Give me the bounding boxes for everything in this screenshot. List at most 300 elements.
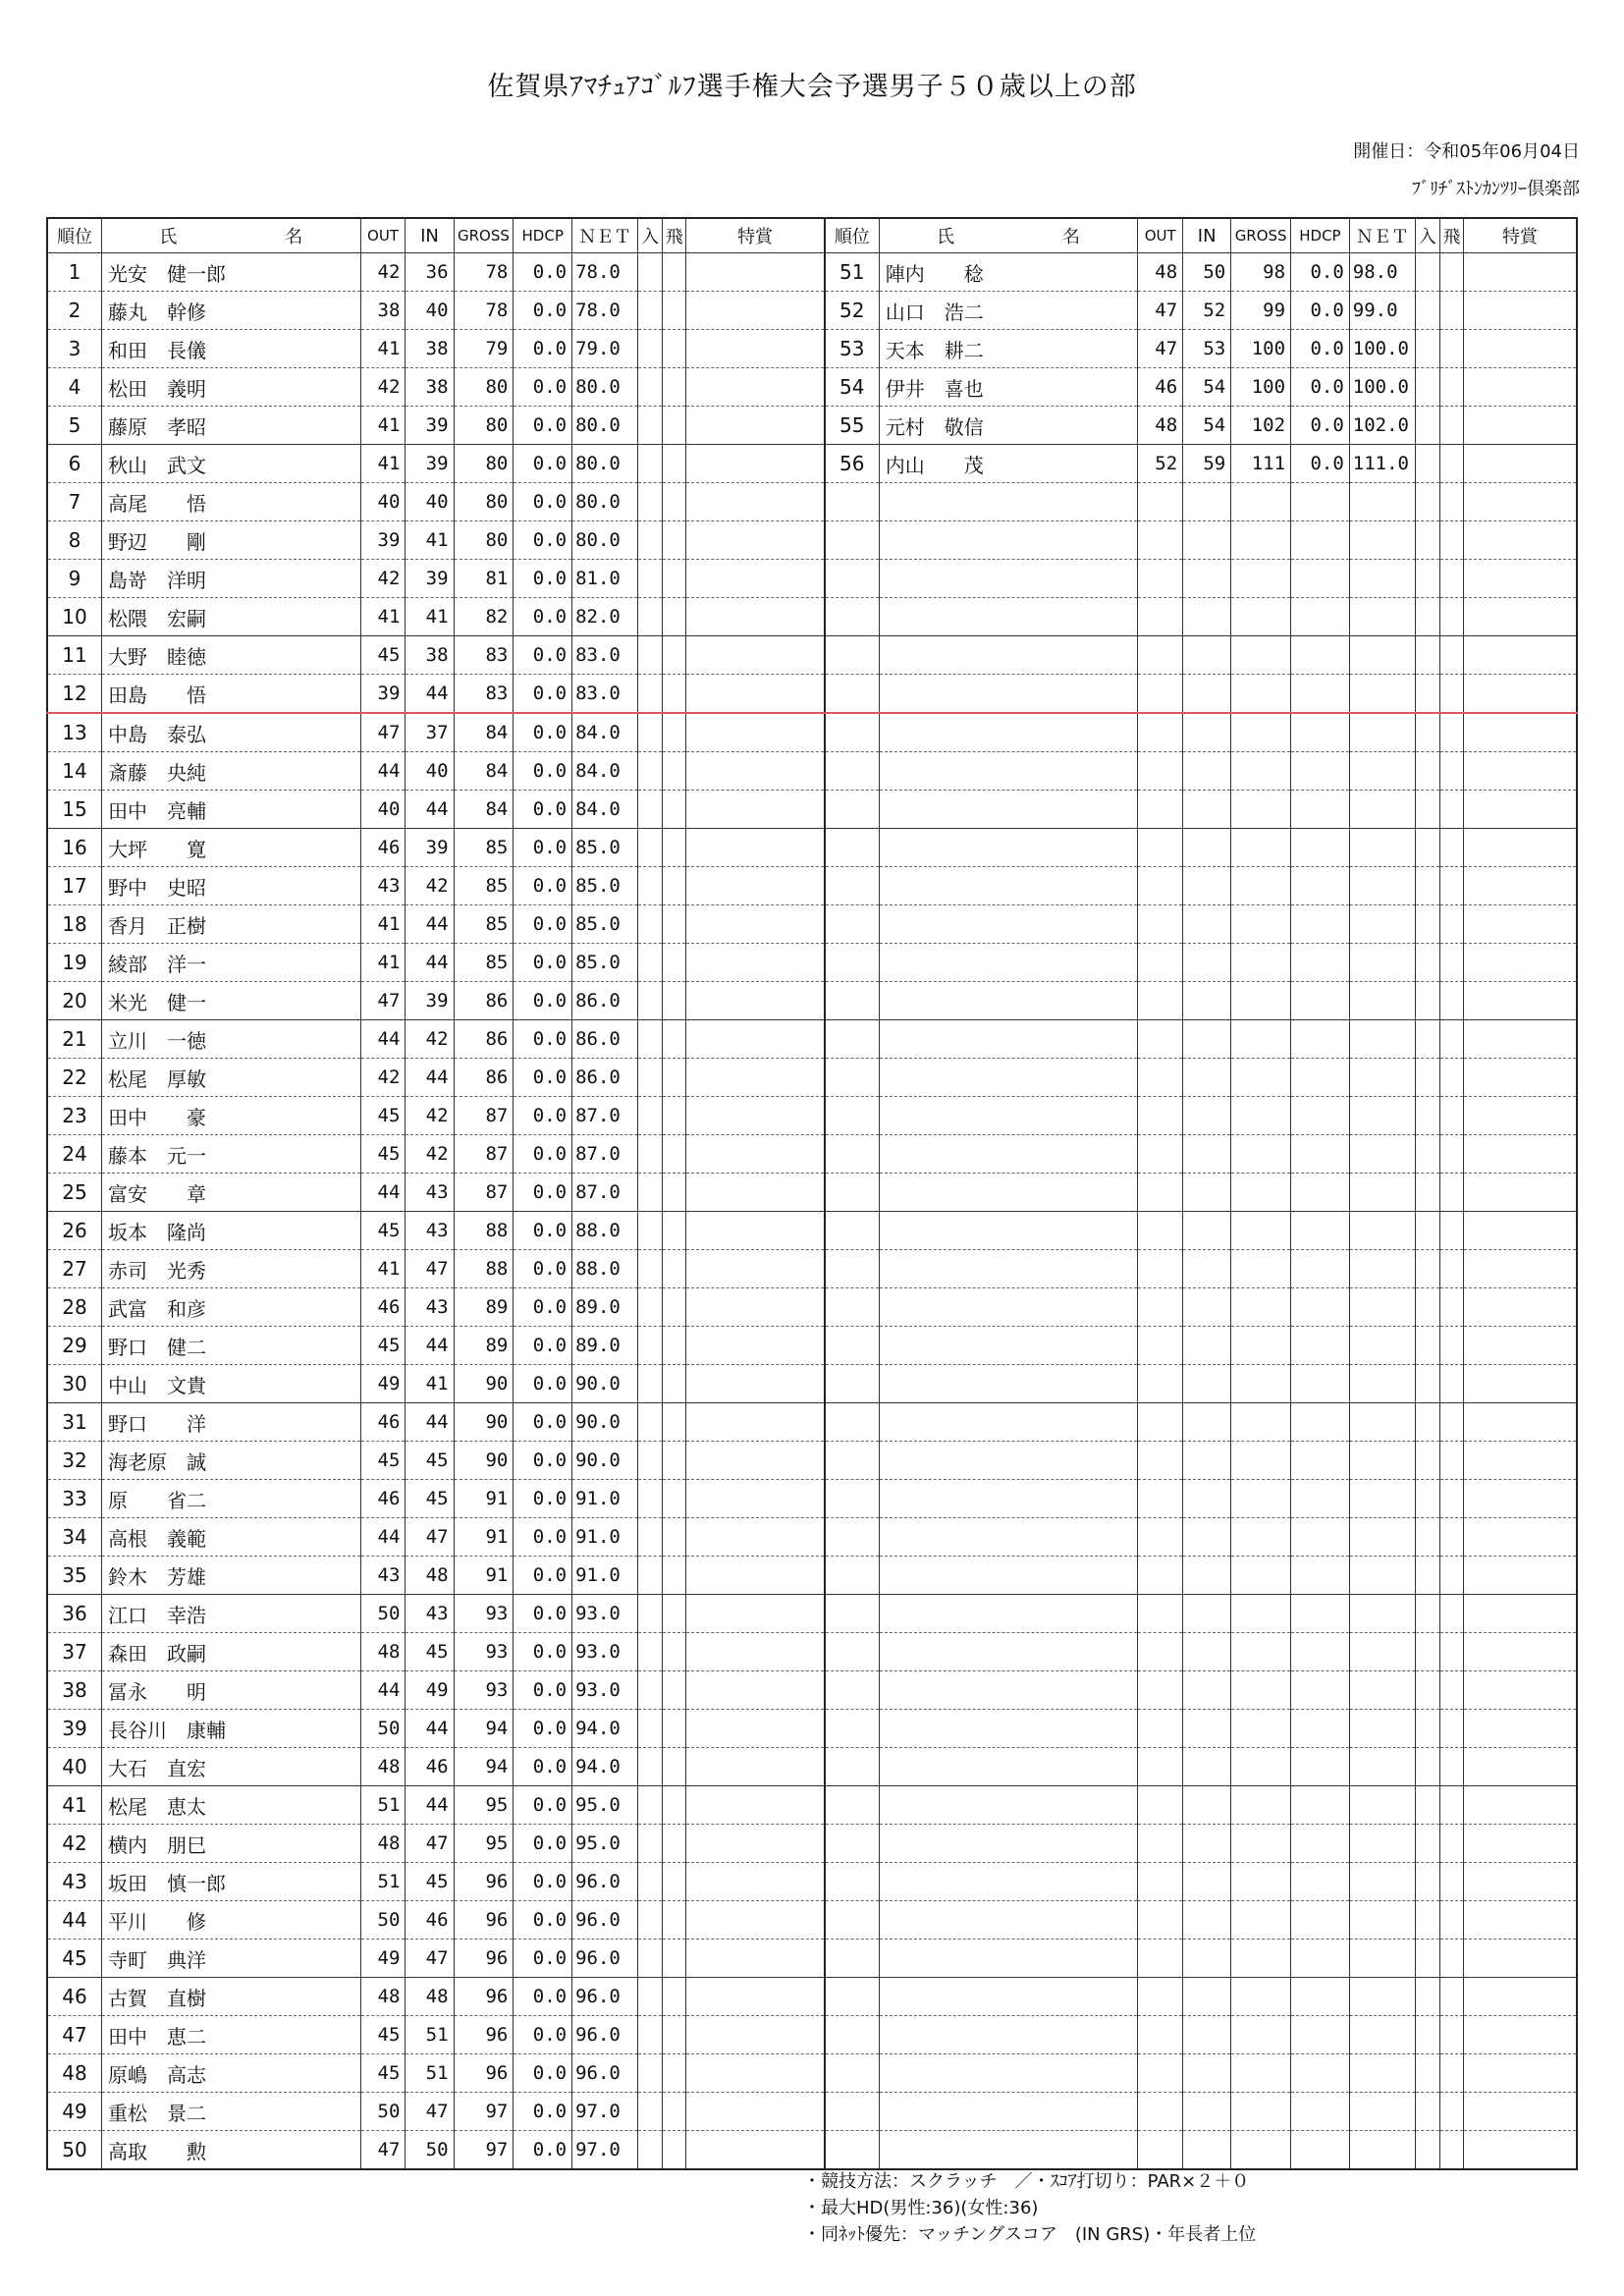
cell-hdcp: 0.0: [514, 1940, 572, 1978]
cell-gross: 91: [454, 1557, 514, 1595]
cell-hdcp: [1291, 713, 1350, 752]
cell-hdcp: [1291, 675, 1350, 714]
cell-gross: [1231, 1825, 1291, 1863]
cell-out: 48: [360, 1748, 406, 1786]
cell-prize: [1464, 445, 1577, 483]
cell-rank: 29: [47, 1327, 101, 1365]
cell-rank: 4: [47, 368, 101, 407]
cell-in: 44: [406, 1327, 454, 1365]
cell-prize: [1464, 1557, 1577, 1595]
cell-hdcp: [1291, 1671, 1350, 1710]
cell-prize: [1464, 560, 1577, 598]
cell-out: 45: [360, 1135, 406, 1174]
cell-net: 80.0: [572, 368, 638, 407]
cell-rank: [825, 1212, 879, 1250]
cell-in: [1183, 1710, 1231, 1748]
cell-hi: [662, 2016, 686, 2054]
cell-rank: 26: [47, 1212, 101, 1250]
cell-in: 41: [406, 521, 454, 560]
cell-gross: [1231, 1940, 1291, 1978]
cell-hi: [662, 521, 686, 560]
cell-hi: [1439, 905, 1464, 944]
cell-nyu: [638, 1825, 663, 1863]
cell-in: 44: [406, 1403, 454, 1442]
page-title: 佐賀県ｱﾏﾁｭｱｺﾞﾙﾌ選手権大会予選男子５０歳以上の部: [487, 72, 1137, 102]
cell-gross: [1231, 1059, 1291, 1097]
cell-name: [879, 713, 1138, 752]
cell-hi: [1439, 982, 1464, 1020]
cell-nyu: [1416, 791, 1440, 829]
cell-net: 89.0: [572, 1327, 638, 1365]
cell-hdcp: [1291, 982, 1350, 1020]
cell-net: [1349, 2093, 1415, 2131]
cell-out: [1138, 1403, 1183, 1442]
cell-hi: [662, 1059, 686, 1097]
cell-net: 97.0: [572, 2093, 638, 2131]
cell-name: [879, 445, 1138, 483]
table-row: [47, 2054, 1577, 2093]
player-name: 野中 史昭: [107, 875, 206, 900]
cell-nyu: [638, 713, 663, 752]
cell-hdcp: [1291, 1557, 1350, 1595]
cell-name: [879, 1327, 1138, 1365]
cell-rank: [825, 598, 879, 636]
cell-out: 47: [360, 982, 406, 1020]
header-prize: 特賞: [1464, 218, 1577, 253]
cell-hdcp: [1291, 1288, 1350, 1327]
cell-in: 54: [1183, 407, 1231, 445]
cell-in: 47: [406, 2093, 454, 2131]
cell-name: [879, 1020, 1138, 1059]
cell-prize: [1464, 407, 1577, 445]
cell-in: [1183, 598, 1231, 636]
cell-net: [1349, 1633, 1415, 1671]
cell-gross: [1231, 1978, 1291, 2016]
cell-rank: [825, 1940, 879, 1978]
cell-prize: [686, 1940, 825, 1978]
cell-prize: [1464, 1059, 1577, 1097]
player-name: 松尾 厚敏: [107, 1066, 206, 1091]
cell-nyu: [1416, 1135, 1440, 1174]
table-row: [47, 292, 1577, 330]
cell-prize: [686, 1595, 825, 1633]
player-name: 大坪 寛: [107, 837, 206, 861]
cell-hi: [662, 867, 686, 905]
cell-out: [1138, 752, 1183, 791]
cell-rank: [825, 752, 879, 791]
cell-hi: [1439, 330, 1464, 368]
cell-out: 41: [360, 407, 406, 445]
cell-out: 41: [360, 598, 406, 636]
cell-name: [101, 982, 360, 1020]
cell-nyu: [1416, 292, 1440, 330]
cell-net: [1349, 1250, 1415, 1288]
cell-net: [1349, 905, 1415, 944]
player-name: 重松 景二: [107, 2101, 206, 2125]
cell-prize: [686, 636, 825, 675]
cell-rank: [825, 521, 879, 560]
cell-rank: [825, 829, 879, 867]
cell-rank: [825, 1825, 879, 1863]
cell-rank: [825, 944, 879, 982]
cell-prize: [686, 1978, 825, 2016]
cell-hdcp: [1291, 598, 1350, 636]
cell-net: 91.0: [572, 1557, 638, 1595]
cell-in: 43: [406, 1212, 454, 1250]
cell-gross: 93: [454, 1595, 514, 1633]
cell-hi: [662, 1135, 686, 1174]
cell-nyu: [638, 1403, 663, 1442]
cell-prize: [686, 1825, 825, 1863]
cell-hdcp: 0.0: [514, 1671, 572, 1710]
player-name: 山口 浩二: [885, 300, 984, 324]
player-name: 寺町 典洋: [107, 1947, 206, 1972]
cell-name: [101, 752, 360, 791]
cell-hdcp: 0.0: [514, 675, 572, 714]
cell-gross: [1231, 982, 1291, 1020]
competition-notes: [803, 2168, 1256, 2248]
cell-rank: 14: [47, 752, 101, 791]
cell-hi: [662, 829, 686, 867]
cell-hi: [662, 2131, 686, 2170]
note-line: ・競技方法：スクラッチ ／・ｽｺｱ打切り：PAR×２＋０: [803, 2171, 1250, 2192]
cell-net: [1349, 1595, 1415, 1633]
cell-rank: 11: [47, 636, 101, 675]
cell-prize: [686, 867, 825, 905]
cell-prize: [686, 713, 825, 752]
cell-rank: 38: [47, 1671, 101, 1710]
cell-name: [879, 407, 1138, 445]
cell-in: [1183, 1403, 1231, 1442]
cell-hdcp: 0.0: [514, 752, 572, 791]
player-name: 冨永 明: [107, 1679, 206, 1704]
cell-gross: 93: [454, 1633, 514, 1671]
player-name: 武富 和彦: [107, 1296, 206, 1321]
cell-nyu: [638, 1174, 663, 1212]
cell-prize: [686, 1442, 825, 1480]
cell-prize: [1464, 867, 1577, 905]
cell-in: 44: [406, 1786, 454, 1825]
player-name: 高尾 悟: [107, 491, 206, 516]
cell-in: 42: [406, 1020, 454, 1059]
cell-rank: 53: [825, 330, 879, 368]
cell-out: 50: [360, 1901, 406, 1940]
cell-gross: 94: [454, 1710, 514, 1748]
cell-hdcp: [1291, 2131, 1350, 2170]
header-out: OUT: [1138, 218, 1183, 253]
cell-hdcp: 0.0: [514, 1518, 572, 1557]
cell-in: 42: [406, 1097, 454, 1135]
cell-name: [879, 483, 1138, 521]
table-row: [47, 1250, 1577, 1288]
cell-hi: [662, 1212, 686, 1250]
player-name: 野口 洋: [107, 1411, 206, 1436]
cell-prize: [1464, 1442, 1577, 1480]
cell-net: [1349, 829, 1415, 867]
cell-net: 95.0: [572, 1825, 638, 1863]
cell-hdcp: [1291, 1825, 1350, 1863]
cell-name: [101, 1557, 360, 1595]
cell-nyu: [1416, 829, 1440, 867]
player-name: 森田 政嗣: [107, 1641, 206, 1666]
cell-net: [1349, 1212, 1415, 1250]
cell-out: 49: [360, 1940, 406, 1978]
cell-out: 52: [1138, 445, 1183, 483]
cell-rank: [825, 867, 879, 905]
cell-gross: 80: [454, 521, 514, 560]
cell-out: [1138, 1671, 1183, 1710]
cell-name: [879, 675, 1138, 714]
cell-net: [1349, 2016, 1415, 2054]
cell-name: [101, 1097, 360, 1135]
table-row: [47, 1327, 1577, 1365]
cell-hi: [1439, 2131, 1464, 2170]
cell-prize: [686, 905, 825, 944]
cell-in: 37: [406, 713, 454, 752]
header-prize: 特賞: [686, 218, 825, 253]
cell-out: [1138, 1825, 1183, 1863]
cell-hdcp: 0.0: [514, 2054, 572, 2093]
table-row: [47, 368, 1577, 407]
cell-nyu: [638, 1633, 663, 1671]
cell-out: [1138, 1480, 1183, 1518]
cell-gross: [1231, 1097, 1291, 1135]
cell-net: [1349, 675, 1415, 714]
cell-hdcp: [1291, 560, 1350, 598]
cell-in: 47: [406, 1825, 454, 1863]
cell-net: 96.0: [572, 1978, 638, 2016]
cell-gross: 99: [1231, 292, 1291, 330]
cell-in: 47: [406, 1518, 454, 1557]
cell-net: 79.0: [572, 330, 638, 368]
cell-nyu: [1416, 752, 1440, 791]
player-name: 坂本 隆尚: [107, 1220, 206, 1244]
cell-net: 85.0: [572, 867, 638, 905]
cell-out: 40: [360, 791, 406, 829]
cell-gross: 80: [454, 407, 514, 445]
cell-net: 96.0: [572, 1901, 638, 1940]
cell-rank: [825, 675, 879, 714]
cell-nyu: [1416, 1940, 1440, 1978]
cell-out: [1138, 905, 1183, 944]
cell-net: 99.0: [1349, 292, 1415, 330]
cell-net: 96.0: [572, 1940, 638, 1978]
cell-in: [1183, 1250, 1231, 1288]
cell-out: 44: [360, 1020, 406, 1059]
cell-hdcp: [1291, 1480, 1350, 1518]
cell-hi: [1439, 1901, 1464, 1940]
cell-hi: [1439, 253, 1464, 292]
cell-gross: [1231, 1135, 1291, 1174]
cell-out: [1138, 598, 1183, 636]
cell-net: [1349, 752, 1415, 791]
cell-net: 83.0: [572, 636, 638, 675]
cell-hdcp: 0.0: [514, 1365, 572, 1403]
cell-name: [879, 2016, 1138, 2054]
cell-hdcp: [1291, 2016, 1350, 2054]
cell-hdcp: 0.0: [1291, 445, 1350, 483]
cell-rank: 7: [47, 483, 101, 521]
cell-name: [101, 1174, 360, 1212]
cell-hi: [662, 445, 686, 483]
player-name: 高取 勲: [107, 2139, 206, 2163]
cell-hdcp: [1291, 1020, 1350, 1059]
cell-name: [101, 2054, 360, 2093]
cell-gross: 87: [454, 1174, 514, 1212]
cell-nyu: [638, 905, 663, 944]
cell-prize: [686, 1327, 825, 1365]
table-row: [47, 829, 1577, 867]
cell-name: [879, 829, 1138, 867]
cell-out: [1138, 1174, 1183, 1212]
cell-nyu: [1416, 2054, 1440, 2093]
cell-out: 44: [360, 752, 406, 791]
cell-rank: 47: [47, 2016, 101, 2054]
cell-name: [879, 1710, 1138, 1748]
cell-nyu: [638, 1442, 663, 1480]
cell-hi: [662, 905, 686, 944]
cell-net: [1349, 1978, 1415, 2016]
cell-nyu: [638, 1212, 663, 1250]
cell-hdcp: 0.0: [514, 445, 572, 483]
cell-out: 45: [360, 1212, 406, 1250]
cell-name: [879, 1633, 1138, 1671]
cell-nyu: [638, 636, 663, 675]
cell-in: 47: [406, 1250, 454, 1288]
cell-name: [101, 1212, 360, 1250]
cell-rank: 56: [825, 445, 879, 483]
cell-name: [879, 1978, 1138, 2016]
player-name: 田中 恵二: [107, 2024, 206, 2049]
cell-out: 45: [360, 1097, 406, 1135]
cell-nyu: [1416, 1748, 1440, 1786]
cell-name: [101, 292, 360, 330]
cell-nyu: [1416, 1327, 1440, 1365]
cell-hdcp: [1291, 2054, 1350, 2093]
cell-nyu: [638, 1365, 663, 1403]
cell-net: [1349, 1365, 1415, 1403]
cell-rank: 10: [47, 598, 101, 636]
cell-net: 94.0: [572, 1748, 638, 1786]
cell-hi: [1439, 1365, 1464, 1403]
cell-hdcp: 0.0: [514, 1097, 572, 1135]
cell-hdcp: [1291, 1059, 1350, 1097]
cell-in: 45: [406, 1442, 454, 1480]
cell-prize: [1464, 675, 1577, 714]
table-row: [47, 2131, 1577, 2170]
cell-in: [1183, 2093, 1231, 2131]
cell-nyu: [1416, 1403, 1440, 1442]
cell-nyu: [638, 521, 663, 560]
cell-hi: [662, 1442, 686, 1480]
cell-in: [1183, 1327, 1231, 1365]
cell-gross: [1231, 2093, 1291, 2131]
cell-net: [1349, 1059, 1415, 1097]
cell-rank: 52: [825, 292, 879, 330]
cell-nyu: [638, 944, 663, 982]
cell-net: 100.0: [1349, 330, 1415, 368]
cell-hdcp: 0.0: [514, 407, 572, 445]
cell-rank: [825, 1059, 879, 1097]
table-row: [47, 675, 1577, 714]
cell-hi: [662, 944, 686, 982]
cell-net: 90.0: [572, 1442, 638, 1480]
cell-out: 46: [1138, 368, 1183, 407]
cell-out: [1138, 829, 1183, 867]
cell-out: 51: [360, 1786, 406, 1825]
cell-prize: [1464, 1174, 1577, 1212]
cell-hi: [662, 713, 686, 752]
cell-prize: [1464, 1327, 1577, 1365]
cell-net: [1349, 1097, 1415, 1135]
player-name: 大野 睦徳: [107, 644, 206, 669]
player-name: 赤司 光秀: [107, 1258, 206, 1283]
cell-name: [101, 1595, 360, 1633]
cell-hi: [662, 1940, 686, 1978]
cell-net: 84.0: [572, 752, 638, 791]
cell-hdcp: 0.0: [514, 1786, 572, 1825]
cell-nyu: [1416, 1020, 1440, 1059]
header-in: IN: [1183, 218, 1231, 253]
cell-nyu: [638, 292, 663, 330]
cell-out: [1138, 1863, 1183, 1901]
header-gross: GROSS: [454, 218, 514, 253]
cell-rank: 35: [47, 1557, 101, 1595]
cell-out: 41: [360, 905, 406, 944]
cell-hi: [662, 1633, 686, 1671]
cell-in: [1183, 1135, 1231, 1174]
cell-hi: [1439, 1212, 1464, 1250]
cell-name: [879, 1901, 1138, 1940]
cell-rank: [825, 1863, 879, 1901]
cell-hdcp: [1291, 1403, 1350, 1442]
cell-name: [879, 253, 1138, 292]
cell-out: 46: [360, 1480, 406, 1518]
cell-prize: [1464, 1633, 1577, 1671]
cell-out: [1138, 1940, 1183, 1978]
cell-out: [1138, 713, 1183, 752]
cell-hdcp: [1291, 1863, 1350, 1901]
cell-gross: 83: [454, 636, 514, 675]
table-row: [47, 1940, 1577, 1978]
cell-rank: [825, 1442, 879, 1480]
cell-gross: [1231, 1710, 1291, 1748]
cell-in: 36: [406, 253, 454, 292]
cell-in: [1183, 1365, 1231, 1403]
cell-net: 91.0: [572, 1518, 638, 1557]
cell-nyu: [1416, 2131, 1440, 2170]
cell-gross: 79: [454, 330, 514, 368]
cell-rank: [825, 1020, 879, 1059]
cell-prize: [1464, 791, 1577, 829]
cell-rank: [825, 1097, 879, 1135]
cell-net: 96.0: [572, 1863, 638, 1901]
cell-prize: [1464, 1748, 1577, 1786]
cell-net: [1349, 521, 1415, 560]
cell-prize: [686, 1097, 825, 1135]
cell-name: [879, 1059, 1138, 1097]
cell-net: [1349, 1671, 1415, 1710]
cell-prize: [1464, 521, 1577, 560]
cell-out: [1138, 560, 1183, 598]
table-row: [47, 713, 1577, 752]
cell-hi: [1439, 1480, 1464, 1518]
cell-name: [101, 675, 360, 714]
table-row: [47, 1365, 1577, 1403]
cell-nyu: [1416, 867, 1440, 905]
cell-rank: 24: [47, 1135, 101, 1174]
player-name: 野辺 剛: [107, 529, 206, 554]
